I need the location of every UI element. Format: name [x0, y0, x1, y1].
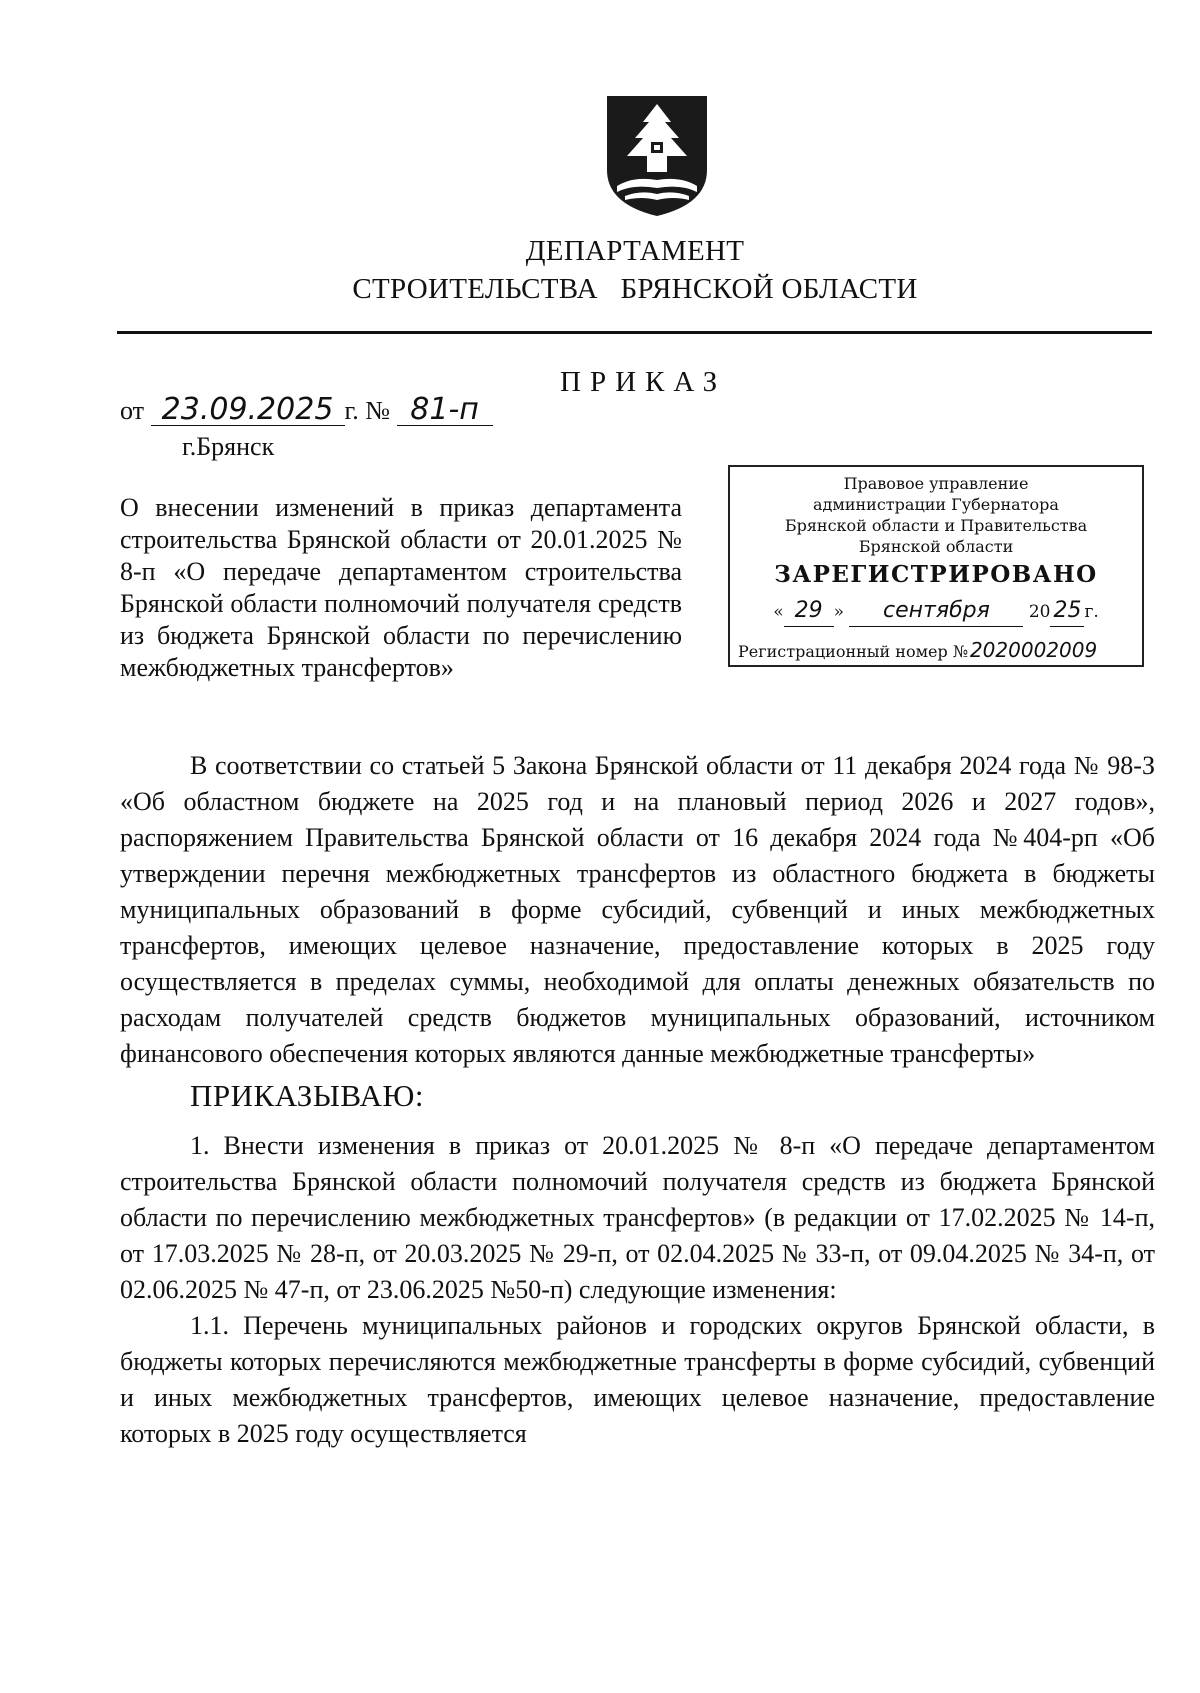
stamp-year: 25: [1050, 596, 1084, 627]
handwritten-date: 23.09.2025: [151, 395, 345, 426]
department-line-2: СТРОИТЕЛЬСТВА БРЯНСКОЙ ОБЛАСТИ: [352, 273, 918, 305]
order-title: ПРИКАЗ: [560, 366, 727, 398]
coat-of-arms-icon: [603, 92, 711, 220]
stamp-line-3: Брянской области и Правительства: [784, 516, 1088, 535]
decree-word: ПРИКАЗЫВАЮ:: [190, 1078, 424, 1113]
stamp-year-prefix: 20: [1028, 602, 1051, 622]
stamp-line-4: Брянской области: [858, 537, 1014, 556]
year-suffix: г.: [344, 396, 359, 425]
item-1-1: 1.1. Перечень муниципальных районов и городских округов Брянской области, в бюджеты которых перечисляются межбюджетные трансферты в форме субсидий, субвенций и иных межбюджетных трансфертов, имеющих целевое назначение, предоставление которых в 2025 году осуществляется: [120, 1311, 1155, 1448]
stamp-quote-close: »: [833, 602, 845, 622]
stamp-month: сентября: [849, 596, 1023, 627]
handwritten-number: 81-п: [397, 395, 493, 426]
stamp-quote-open: «: [773, 602, 784, 622]
item-1: 1. Внести изменения в приказ от 20.01.2025 № 8-п «О передаче департаментом строительства Брянской области полномочий получателя средств из бюджета Брянской области по перечислению межбюджетных трансфертов» (в редакции от 17.02.2025 № 14-п, от 17.03.2025 № 28-п, от 20.03.2025 № 29-п, от 02.04.2025 № 33-п, от 09.04.2025 № 34-п, от 02.06.2025 № 47-п, от 23.06.2025 №50-п) следующие изменения:: [120, 1131, 1155, 1304]
department-title: [0, 232, 1200, 308]
subject-text: О внесении изменений в приказ департамента строительства Брянской области от 20.01.2025 № 8-п «О передаче департаментом строительства Брянской области полномочий получателя средств из бюджета Брянской области по перечислению межбюджетных трансфертов»: [120, 493, 682, 682]
stamp-line-2: администрации Губернатора: [813, 495, 1059, 514]
stamp-reg-number-handwritten: 2020002009: [969, 638, 1098, 662]
stamp-reg-number: [730, 635, 1142, 665]
stamp-year-suffix: г.: [1084, 602, 1099, 622]
order-body: [120, 748, 1155, 1452]
number-label: №: [365, 396, 391, 425]
preamble: В соответствии со статьей 5 Закона Брянской области от 11 декабря 2024 года № 98-З «Об областном бюджете на 2025 год и на плановый период 2026 и 2027 годов», распоряжением Правительства Брянской области от 16 декабря 2024 года №404-рп «Об утверждении перечня межбюджетных трансфертов из областного бюджета в бюджеты муниципальных образований в форме субсидий, субвенций и иных межбюджетных трансфертов, имеющих целевое назначение, предоставление которых в 2025 году осуществляется в пределах суммы, необходимой для оплаты денежных обязательств по расходам получателей средств бюджетов муниципальных образований, источником финансового обеспечения которых являются данные межбюджетные трансферты»: [120, 751, 1155, 1068]
order-date-number-line: [120, 392, 493, 427]
stamp-reg-label: Регистрационный номер №: [738, 642, 968, 661]
header-divider: [117, 331, 1152, 334]
registration-stamp: [728, 465, 1144, 667]
stamp-line-1: Правовое управление: [843, 474, 1029, 493]
order-subject: [120, 492, 682, 684]
from-label: от: [120, 396, 145, 425]
stamp-date: [730, 596, 1142, 627]
stamp-day: 29: [784, 596, 834, 627]
stamp-registered: ЗАРЕГИСТРИРОВАНО: [774, 561, 1098, 588]
department-line-1: ДЕПАРТАМЕНТ: [525, 235, 745, 267]
city-label: г.Брянск: [182, 432, 275, 461]
